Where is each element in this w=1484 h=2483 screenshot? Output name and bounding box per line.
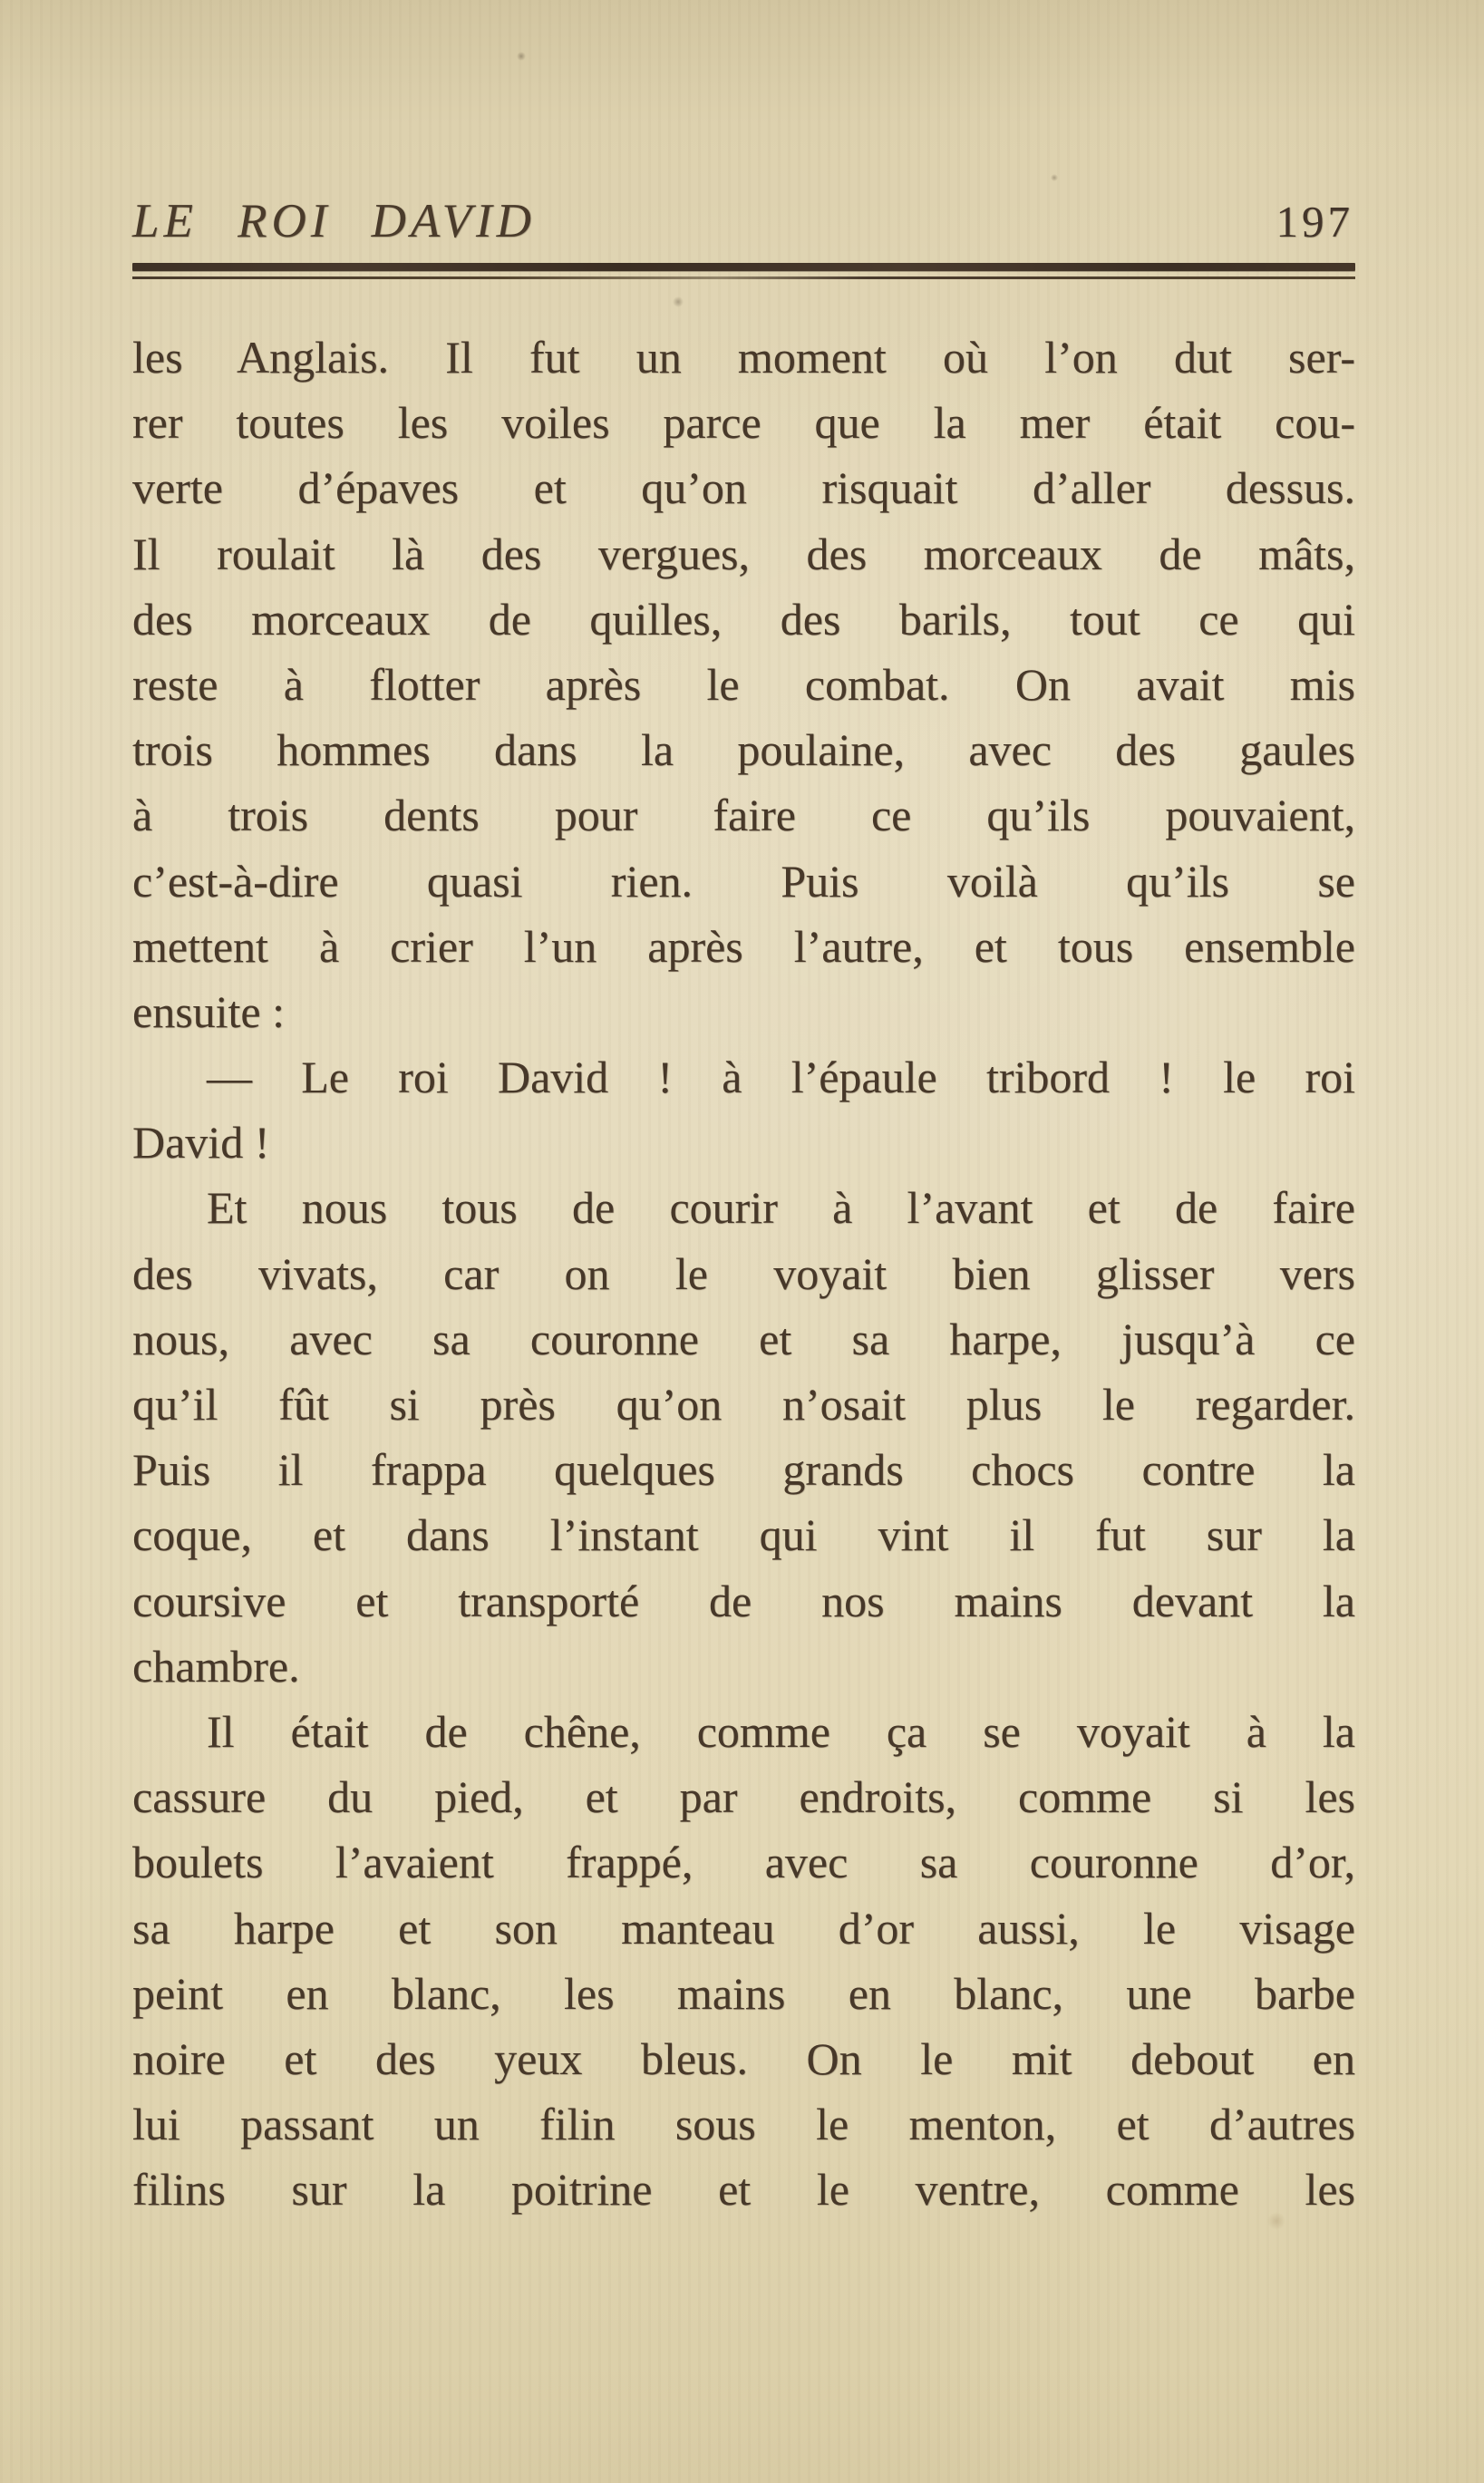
text-line: rer toutes les voiles parce que la mer était cou- [132, 397, 1355, 449]
text-line: sa harpe et son manteau d’or aussi, le visage [132, 1902, 1355, 1954]
page-number: 197 [1275, 197, 1353, 247]
header-rule-thin [132, 276, 1355, 279]
text-line: coque, et dans l’instant qui vint il fut sur la [132, 1509, 1355, 1561]
text-line: ensuite : [132, 985, 286, 1037]
text-line: nous, avec sa couronne et sa harpe, jusqu’à ce [132, 1313, 1355, 1364]
text-line: qu’il fût si près qu’on n’osait plus le regarder. [132, 1379, 1355, 1430]
text-line: — Le roi David ! à l’épaule tribord ! le roi [207, 1052, 1355, 1103]
text-line: à trois dents pour faire ce qu’ils pouvaient, [132, 790, 1355, 841]
text-line: des vivats, car on le voyait bien glisser vers [132, 1247, 1355, 1299]
header-rule-thick [132, 263, 1355, 271]
text-line: coursive et transporté de nos mains devant la [132, 1575, 1355, 1626]
text-line: peint en blanc, les mains en blanc, une barbe [132, 1967, 1355, 2019]
text-line: reste à flotter après le combat. On avait mis [132, 658, 1355, 710]
text-line: Il était de chêne, comme ça se voyait à la [207, 1705, 1355, 1757]
text-line: c’est-à-dire quasi rien. Puis voilà qu’ils se [132, 855, 1355, 907]
text-line: Il roulait là des vergues, des morceaux de mâts, [132, 528, 1355, 579]
text-line: mettent à crier l’un après l’autre, et tous ensemble [132, 920, 1355, 972]
running-title: LE ROI DAVID [132, 195, 536, 247]
text-line: Puis il frappa quelques grands chocs contre la [132, 1444, 1355, 1496]
text-line: filins sur la poitrine et le ventre, comme les [132, 2164, 1355, 2216]
text-line: David ! [132, 1117, 270, 1169]
text-line: trois hommes dans la poulaine, avec des gaules [132, 724, 1355, 776]
text-line: chambre. [132, 1640, 300, 1692]
text-line: lui passant un filin sous le menton, et d’autres [132, 2099, 1355, 2150]
body-text [132, 325, 1355, 2222]
text-line: cassure du pied, et par endroits, comme si les [132, 1771, 1355, 1823]
text-line: des morceaux de quilles, des barils, tout ce qui [132, 593, 1355, 645]
text-line: Et nous tous de courir à l’avant et de faire [207, 1182, 1355, 1234]
text-line: les Anglais. Il fut un moment où l’on dut ser- [132, 332, 1355, 383]
text-line: noire et des yeux bleus. On le mit debout en [132, 2032, 1355, 2084]
text-line: verte d’épaves et qu’on risquait d’aller dessus. [132, 462, 1355, 514]
text-line: boulets l’avaient frappé, avec sa couronne d’or, [132, 1837, 1355, 1888]
header-divider [132, 263, 1355, 279]
page-header [132, 0, 1355, 248]
